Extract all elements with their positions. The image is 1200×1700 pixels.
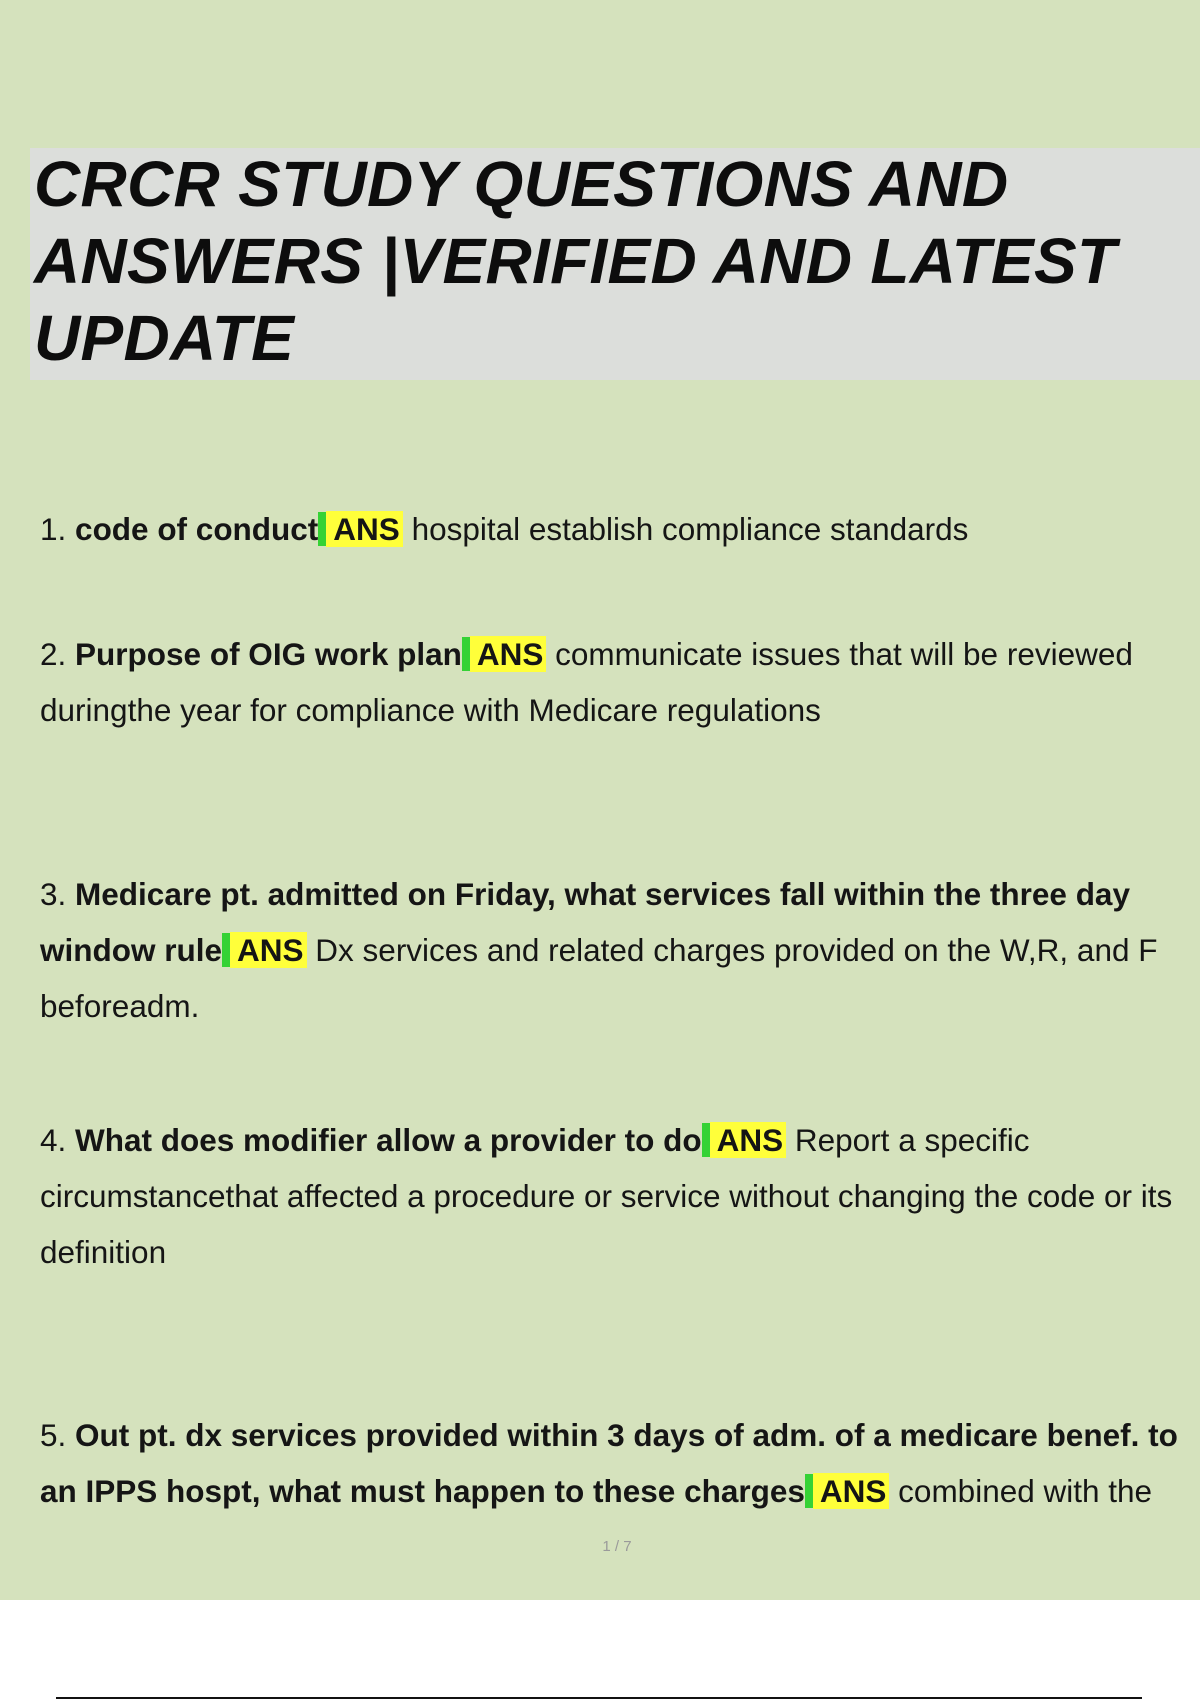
question-item [40,626,1190,738]
answer-marker [805,1474,813,1508]
answer-tag: ANS [230,932,307,968]
question-text: What does modifier allow a provider to do [75,1122,702,1158]
answer-marker [462,637,470,671]
answer-text: Dx services and related charges provided on the W,R, and F beforeadm. [40,932,1158,1024]
question-text: Out pt. dx services provided within 3 days of adm. of a medicare benef. to an IPPS hospt, what must happen to these charges [40,1417,1178,1509]
question-item [40,866,1190,1034]
answer-marker [702,1123,710,1157]
question-text: Medicare pt. admitted on Friday, what services fall within the three day window rule [40,876,1130,968]
document-title: CRCR STUDY QUESTIONS AND ANSWERS |VERIFIED AND LATEST UPDATE [34,148,1117,374]
question-number: 4. [40,1122,67,1158]
question-number: 1. [40,511,67,547]
question-text: Purpose of OIG work plan [75,636,462,672]
answer-text: hospital establish compliance standards [411,511,969,547]
answer-tag: ANS [813,1473,890,1509]
answer-tag: ANS [710,1122,787,1158]
answer-marker [222,933,230,967]
question-item [40,1407,1190,1519]
question-number: 2. [40,636,67,672]
question-number: 5. [40,1417,67,1453]
answer-text: Report a specific circumstancethat affected a procedure or service without changing the code or its definition [40,1122,1173,1270]
question-number: 3. [40,876,67,912]
answer-text: communicate issues that will be reviewed duringthe year for compliance with Medicare regulations [40,636,1133,728]
answer-tag: ANS [326,511,403,547]
question-item [40,1112,1190,1280]
bottom-divider [56,1697,1142,1699]
question-item [40,501,1190,557]
answer-text: combined with the [898,1473,1153,1509]
question-text: code of conduct [75,511,319,547]
page-indicator: 1 / 7 [602,1538,632,1555]
answer-tag: ANS [470,636,547,672]
